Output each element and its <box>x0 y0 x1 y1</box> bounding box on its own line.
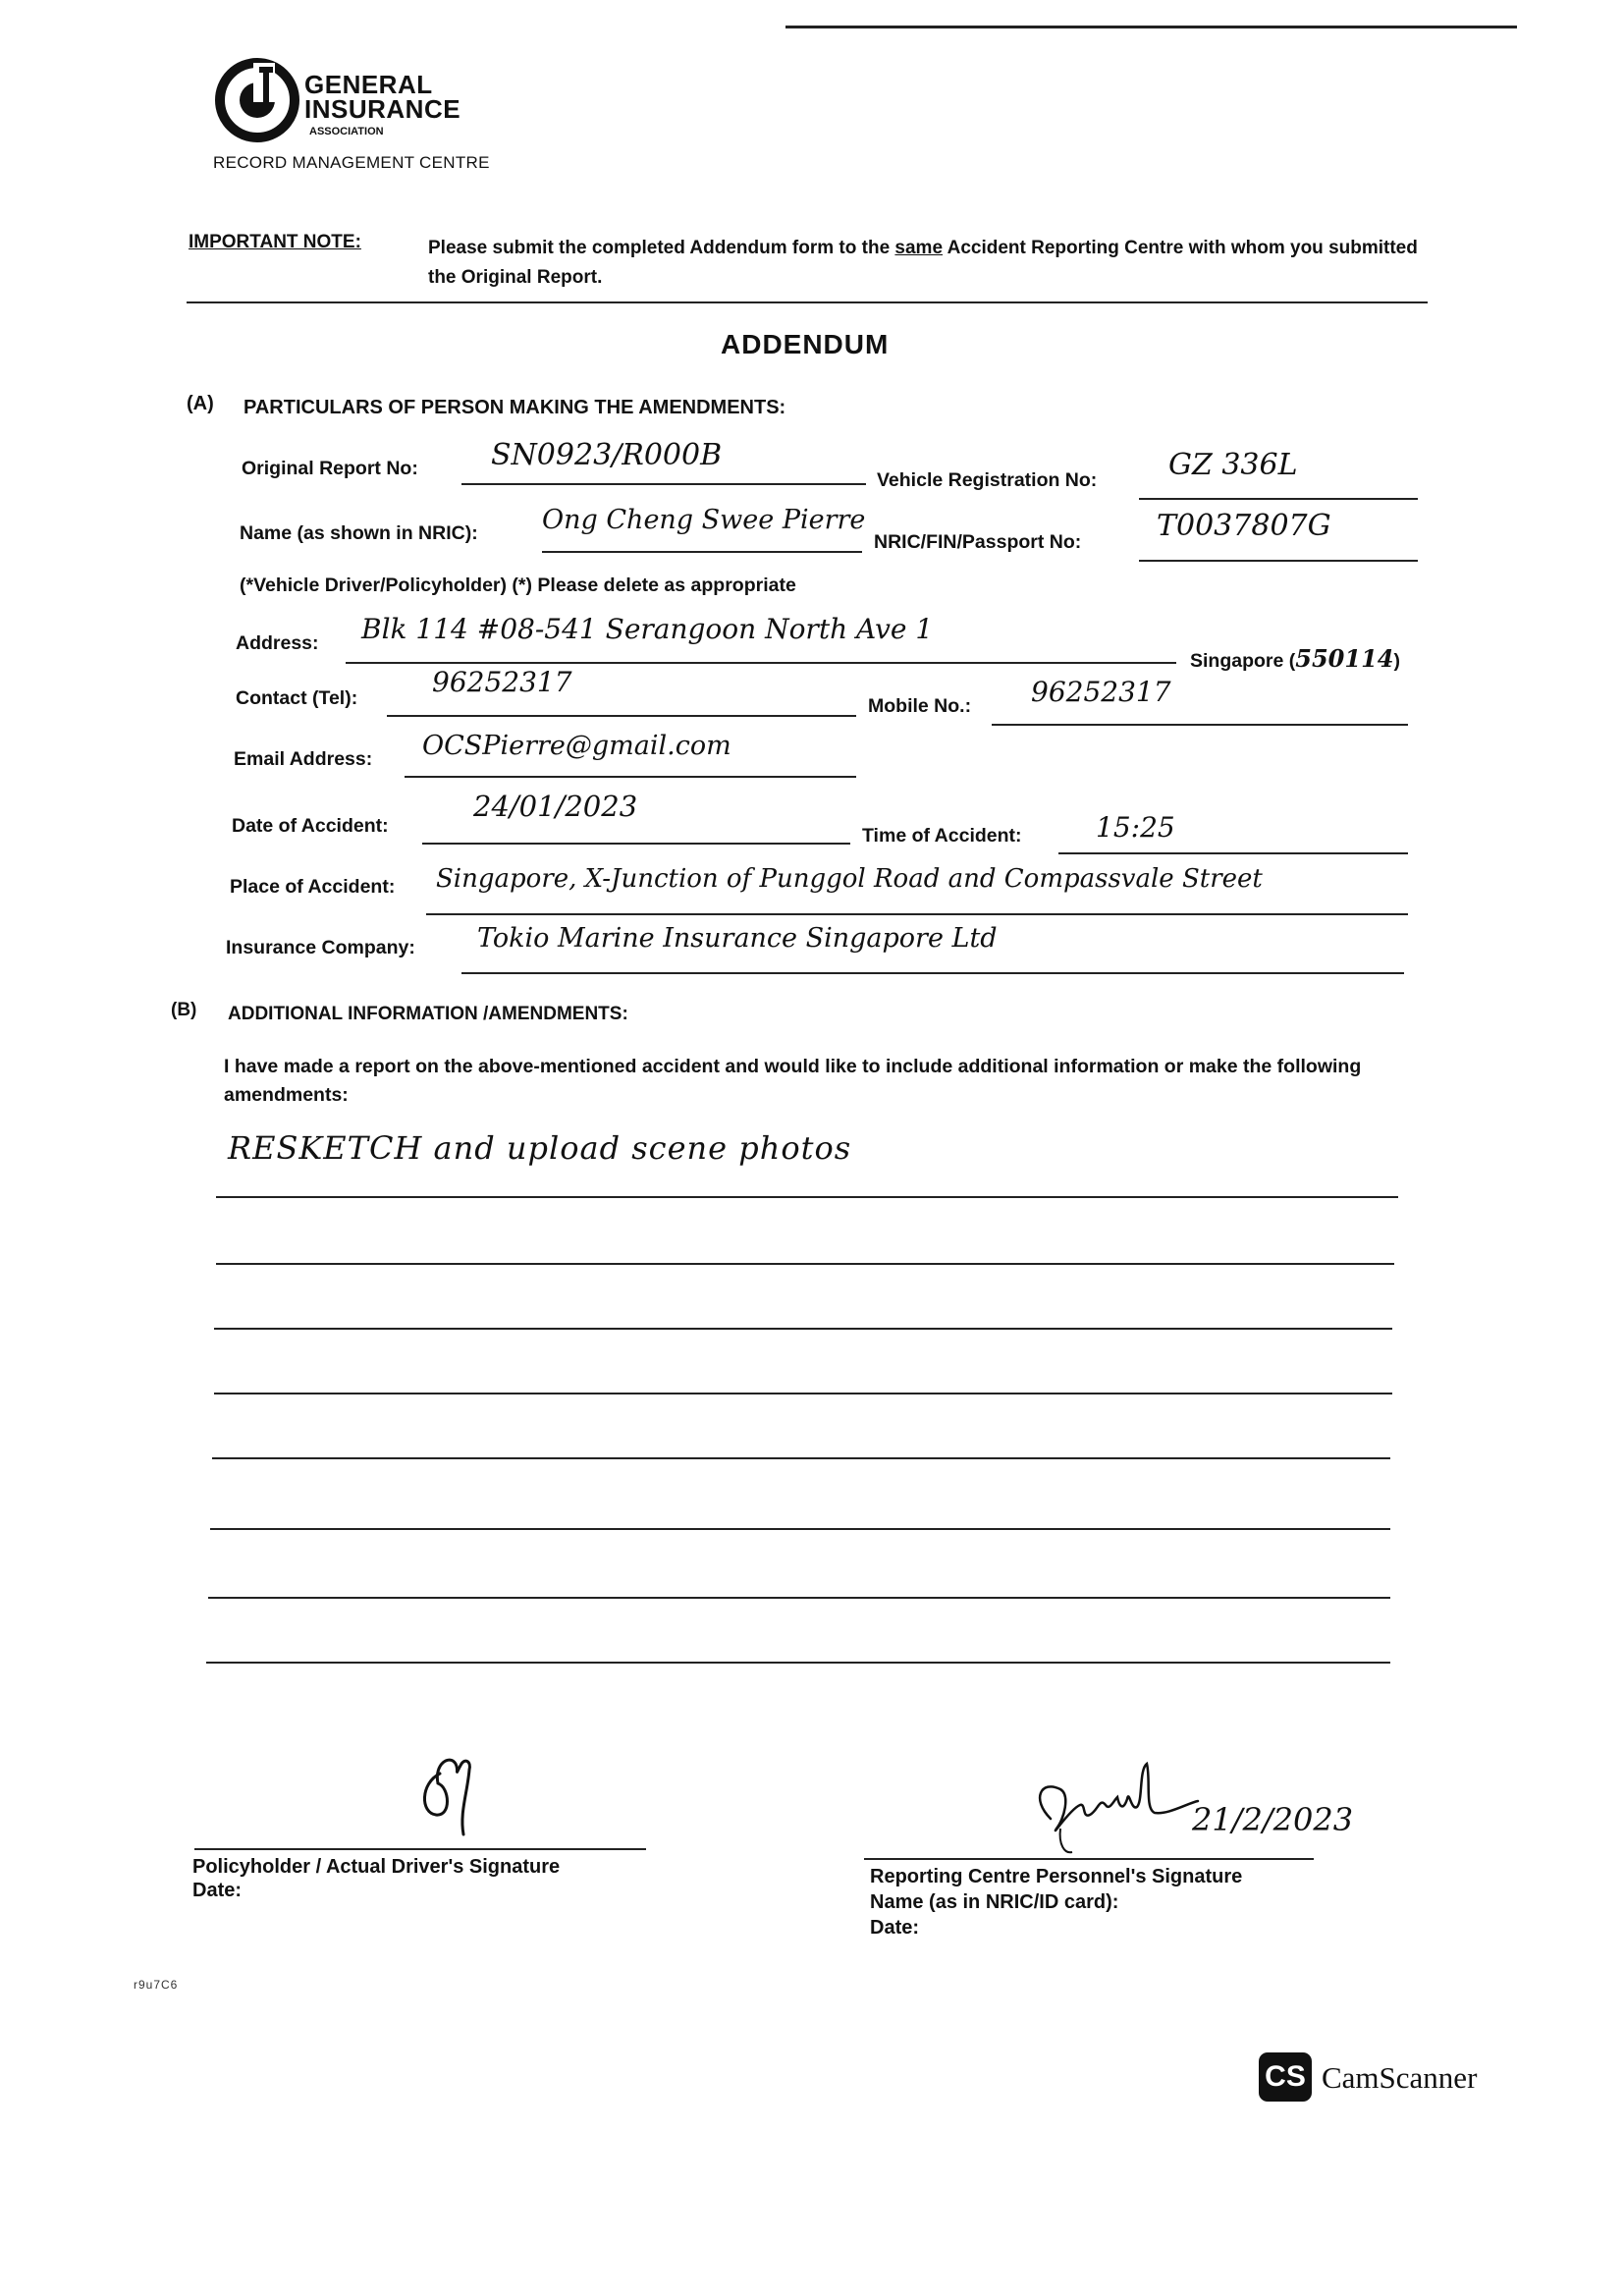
personnel-name-label: Name (as in NRIC/ID card): <box>870 1891 1119 1913</box>
camscanner-logo-icon: CS <box>1259 2052 1312 2102</box>
mobile-line <box>992 724 1408 726</box>
place-field[interactable]: Singapore, X-Junction of Punggol Road and Compassvale Street <box>436 864 1263 894</box>
important-note-label: IMPORTANT NOTE: <box>189 232 361 252</box>
vehicle-reg-line <box>1139 498 1418 500</box>
personnel-signature-mark <box>1021 1750 1218 1858</box>
vehicle-reg-field[interactable]: GZ 336L <box>1168 448 1298 482</box>
note-text-before: Please submit the completed Addendum form to the <box>428 238 895 258</box>
address-label: Address: <box>236 632 319 654</box>
email-label: Email Address: <box>234 748 373 770</box>
policyholder-date-label: Date: <box>192 1880 243 1901</box>
camscanner-watermark: CamScanner <box>1322 2060 1478 2095</box>
personnel-date-label: Date: <box>870 1917 920 1939</box>
address-line <box>346 662 1176 664</box>
time-line <box>1058 852 1408 854</box>
personnel-date-field[interactable]: 21/2/2023 <box>1192 1801 1354 1838</box>
page-title: ADDENDUM <box>721 329 890 359</box>
record-management-centre: RECORD MANAGEMENT CENTRE <box>213 153 490 172</box>
date-label: Date of Accident: <box>232 815 389 837</box>
gia-logo-icon <box>214 57 300 143</box>
date-field[interactable]: 24/01/2023 <box>473 790 638 823</box>
role-note: (*Vehicle Driver/Policyholder) (*) Please delete as appropriate <box>240 574 796 596</box>
important-note-text <box>428 234 1420 293</box>
contact-line <box>387 715 856 717</box>
section-b-marker: (B) <box>171 1000 197 1020</box>
logo-line-general: GENERAL <box>304 70 433 99</box>
logo-org-name <box>304 70 461 124</box>
personnel-signature-label: Reporting Centre Personnel's Signature <box>870 1866 1243 1887</box>
scan-mark: r9u7C6 <box>134 1978 179 1992</box>
original-report-line <box>461 483 866 485</box>
writing-line-3 <box>214 1328 1392 1330</box>
nric-label: NRIC/FIN/Passport No: <box>874 531 1082 553</box>
personnel-signature-line <box>864 1858 1314 1860</box>
writing-line-5 <box>212 1457 1390 1459</box>
policyholder-signature-line <box>194 1848 646 1850</box>
logo-association: ASSOCIATION <box>309 126 384 137</box>
writing-line-6 <box>210 1528 1390 1530</box>
policyholder-signature-mark <box>410 1744 489 1842</box>
writing-line-2 <box>216 1263 1394 1265</box>
name-field[interactable]: Ong Cheng Swee Pierre <box>542 505 866 535</box>
nric-line <box>1139 560 1418 562</box>
top-scan-line <box>785 26 1517 28</box>
nric-field[interactable]: T0037807G <box>1157 509 1331 543</box>
writing-line-1 <box>216 1196 1398 1198</box>
section-b-heading: ADDITIONAL INFORMATION /AMENDMENTS: <box>228 1004 628 1024</box>
amendment-instructions: I have made a report on the above-mentioned accident and would like to include additional information or make the following amendments: <box>224 1056 1362 1106</box>
section-a-marker: (A) <box>187 393 214 414</box>
time-field[interactable]: 15:25 <box>1096 811 1175 844</box>
insurer-line <box>461 972 1404 974</box>
mobile-field[interactable]: 96252317 <box>1031 676 1171 708</box>
note-text-after: Accident Reporting Centre with whom you submitted the Original Report. <box>428 238 1418 288</box>
place-line <box>426 913 1408 915</box>
name-label: Name (as shown in NRIC): <box>240 522 478 544</box>
singapore-close: ) <box>1393 650 1400 672</box>
time-label: Time of Accident: <box>862 825 1022 847</box>
policyholder-signature-label: Policyholder / Actual Driver's Signature <box>192 1856 561 1878</box>
original-report-label: Original Report No: <box>242 458 418 479</box>
vehicle-reg-label: Vehicle Registration No: <box>877 469 1098 491</box>
note-text-emph: same <box>894 238 944 258</box>
insurer-label: Insurance Company: <box>226 937 415 958</box>
writing-line-8 <box>206 1662 1390 1664</box>
date-line <box>422 843 850 845</box>
singapore-label: Singapore ( <box>1190 650 1296 672</box>
writing-line-4 <box>214 1393 1392 1394</box>
contact-label: Contact (Tel): <box>236 687 358 709</box>
section-a-heading: PARTICULARS OF PERSON MAKING THE AMENDMENTS: <box>244 397 786 418</box>
postal-code-field[interactable]: 550114 <box>1295 644 1394 673</box>
note-divider <box>187 301 1428 303</box>
logo-line-insurance: INSURANCE <box>304 94 461 124</box>
insurer-field[interactable]: Tokio Marine Insurance Singapore Ltd <box>477 923 998 954</box>
contact-field[interactable]: 96252317 <box>432 666 572 698</box>
singapore-postal <box>1190 644 1400 673</box>
amendment-text-field[interactable]: RESKETCH and upload scene photos <box>228 1129 852 1167</box>
writing-line-7 <box>208 1597 1390 1599</box>
name-line <box>542 551 862 553</box>
mobile-label: Mobile No.: <box>868 695 972 717</box>
email-field[interactable]: OCSPierre@gmail.com <box>422 731 731 761</box>
email-line <box>405 776 856 778</box>
original-report-field[interactable]: SN0923/R000B <box>491 438 723 472</box>
place-label: Place of Accident: <box>230 876 396 898</box>
address-field[interactable]: Blk 114 #08-541 Serangoon North Ave 1 <box>361 613 934 645</box>
